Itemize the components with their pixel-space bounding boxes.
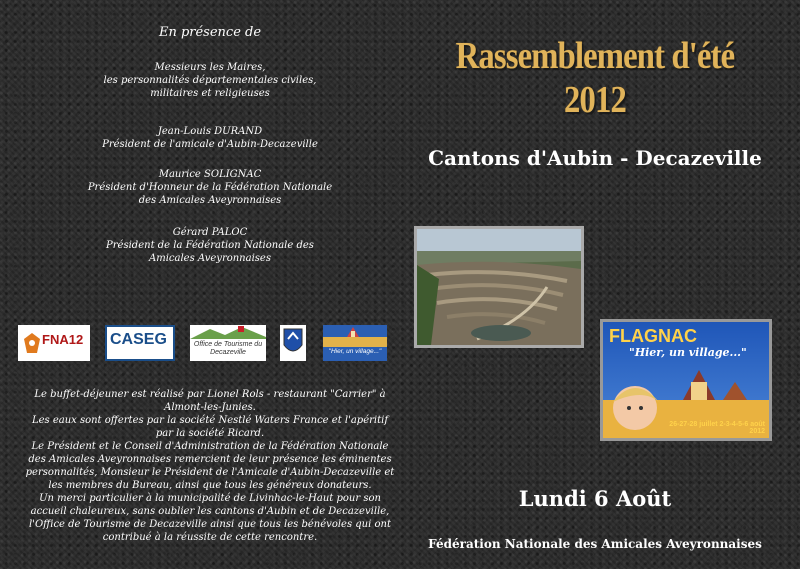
event-title: Rassemblement d'été 2012	[455, 35, 735, 121]
person-paloc: Gérard PALOC Président de la Fédération Nationale des Amicales Aveyronnaises	[106, 227, 314, 264]
poster-dates: 26-27-28 juillet 2-3-4-5-6 août 2012	[669, 421, 765, 435]
event-subtitle: Cantons d'Aubin - Decazeville	[428, 146, 762, 170]
poster-tagline: "Hier, un village..."	[629, 346, 747, 359]
poster-title: FLAGNAC	[609, 326, 697, 346]
fna12-logo	[18, 325, 90, 361]
coat-of-arms-logo	[280, 325, 306, 361]
person-solignac: Maurice SOLIGNAC Président d'Honneur de la Fédération Nationale des Amicales Aveyronnaises	[87, 169, 333, 206]
office-tourisme-logo	[190, 325, 266, 361]
shield-icon	[280, 325, 306, 361]
flagnac-small-logo	[323, 325, 387, 361]
credits-text: Le buffet-déjeuner est réalisé par Lionel Rols - restaurant "Carrier" à Almont-les-Junies. Les eaux sont offertes par la société Nestlé Waters France et l'apéritif par la société Ricard. Le Président et le Conseil d'Administration de la Fédération Nationale des Amicales Aveyronnaises remercient de leur présence les éminentes personnalités, Monsieur le Président de l'Amicale d'Aubin-Decazeville et les membres du Bureau, ainsi que tous les généreux donateurs. Un merci particulier à la municipalité de Livinhac-le-Haut pour son accueil chaleureux, sans oublier les cantons d'Aubin et de Decazeville, l'Office de Tourisme de Decazeville ainsi que tous les bénévoles qui ont contribué à la réussite de cette rencontre.	[25, 389, 395, 543]
fna-emblem-icon	[22, 331, 42, 355]
intro-heading: En présence de	[158, 25, 262, 40]
mine-photo	[414, 226, 584, 348]
flagnac-small-tagline: "Hier, un village..."	[328, 348, 382, 355]
right-panel	[400, 0, 800, 569]
office-logo-text: Office de Tourisme du Decazeville	[193, 341, 263, 356]
landscape-icon	[190, 325, 266, 339]
dignitaries-block: Messieurs les Maires, les personnalités départementales civiles, militaires et religieuses	[103, 62, 317, 99]
flagnac-poster	[600, 319, 772, 441]
village-icon	[323, 325, 387, 347]
person-durand: Jean-Louis DURAND Président de l'amicale d'Aubin-Decazeville	[102, 126, 318, 150]
caseg-logo	[105, 325, 175, 361]
caseg-logo-text: CASEG	[110, 331, 167, 348]
fna-logo-text: FNA12	[42, 332, 84, 347]
open-pit-mine-image	[417, 229, 581, 345]
organizer-name: Fédération Nationale des Amicales Aveyronnaises	[428, 537, 762, 551]
event-date: Lundi 6 Août	[518, 486, 672, 511]
sponsor-logos	[18, 325, 398, 363]
